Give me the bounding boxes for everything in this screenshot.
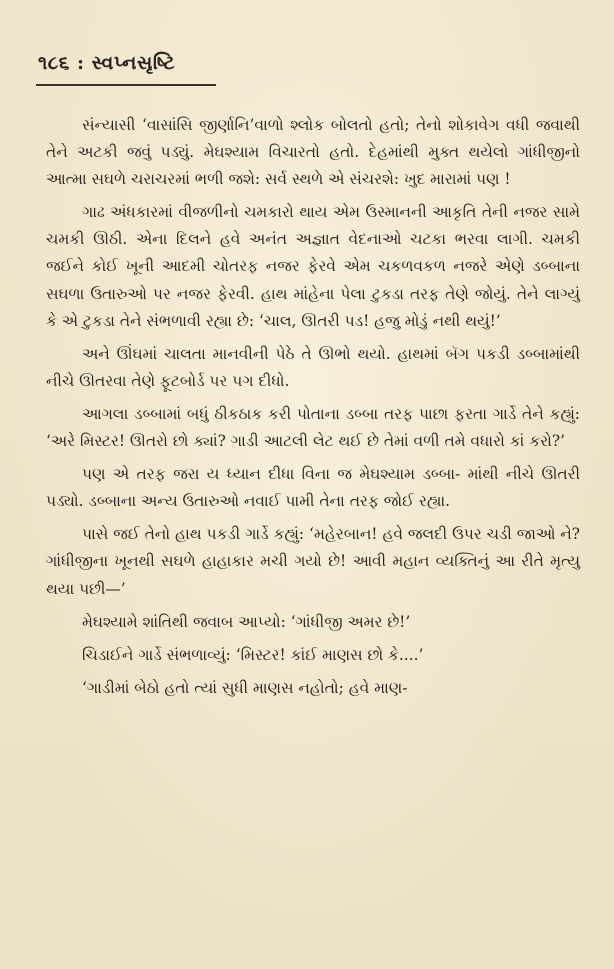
body-text xyxy=(46,112,580,702)
paragraph: ગાઢ અંધકારમાં વીજળીનો ચમકારો થાય એમ ઉસ્માનની આકૃતિ તેની નજર સામે ચમકી ઊઠી. એના દિલને હવે અનંત અજ્ઞાત વેદનાઓ ચટકા ભરવા લાગી. ચમકી જઈને કોઈ ખૂની આદમી ચોતરફ નજર ફેરવે એમ ચકળવકળ નજરે એણે ડબ્બાના સઘળા ઉતારુઓ પર નજર ફેરવી. હાથ માંહેના પેલા ટુકડા તરફ તેણે જોયું. તેને લાગ્યું કે એ ટુકડા તેને સંભળાવી રહ્યા છે: ‘ચાલ, ઊતરી પડ! હજુ મોડું નથી થયું!’ xyxy=(46,203,580,330)
paragraph: પણ એ તરફ જરા ય ધ્યાન દીધા વિના જ મેઘશ્યામ ડબ્બા- માંથી નીચે ઊતરી પડ્યો. ડબ્બાના અન્ય ઉતારુઓ નવાઈ પામી તેના તરફ જોઈ રહ્યા. xyxy=(46,465,580,511)
paragraph: અને ઊંઘમાં ચાલતા માનવીની પેઠે તે ઊભો થયો. હાથમાં બૅગ પકડી ડબ્બામાંથી નીચે ઊતરવા તેણે ફૂટબોર્ડ પર પગ દીધો. xyxy=(46,344,580,390)
paragraph: આગલા ડબ્બામાં બધું ઠીકઠાક કરી પોતાના ડબ્બા તરફ પાછા ફરતા ગાર્ડે તેને કહ્યું: ‘અરે મિસ્ટર! ઊતરો છો ક્યાં? ગાડી આટલી લેટ થઈ છે તેમાં વળી તમે વધારો કાં કરો?’ xyxy=(46,404,580,451)
paragraph: મેઘશ્યામે શાંતિથી જવાબ આપ્યો: ‘ગાંધીજી અમર છે!’ xyxy=(82,612,411,631)
running-head: ૧૮૬ : સ્વપ્નસૃષ્ટિ xyxy=(38,52,176,74)
paragraph: ‘ગાડીમાં બેઠો હતો ત્યાં સુધી માણસ નહોતો; હવે માણ- xyxy=(82,678,408,697)
paragraph: સંન્યાસી ‘વાસાંસિ જીર્ણાનિ’વાળો શ્લોક બોલતો હતો; તેનો શોકાવેગ વધી જવાથી તેને અટકી જવું પડ્યું. મેઘશ્યામ વિચારતો હતો. દેહમાંથી મુક્ત થયેલો ગાંધીજીનો આત્મા સઘળે ચરાચરમાં ભળી જશે: સર્વ સ્થળે એ સંચરશે: ખુદ મારામાં પણ ! xyxy=(46,116,580,189)
header-rule xyxy=(36,84,216,86)
paragraph: ચિડાઈને ગાર્ડે સંભળાવ્યું: ‘મિસ્ટર! કાંઈ માણસ છો કે....’ xyxy=(82,645,424,664)
paragraph: પાસે જઈ તેનો હાથ પકડી ગાર્ડે કહ્યું: ‘મહેરબાન! હવે જલદી ઉપર ચડી જાઓ ને? ગાંધીજીના ખૂનથી સઘળે હાહાકાર મચી ગયો છે! આવી મહાન વ્યક્તિનું આ રીતે મૃત્યુ થયા પછી—’ xyxy=(46,525,580,598)
